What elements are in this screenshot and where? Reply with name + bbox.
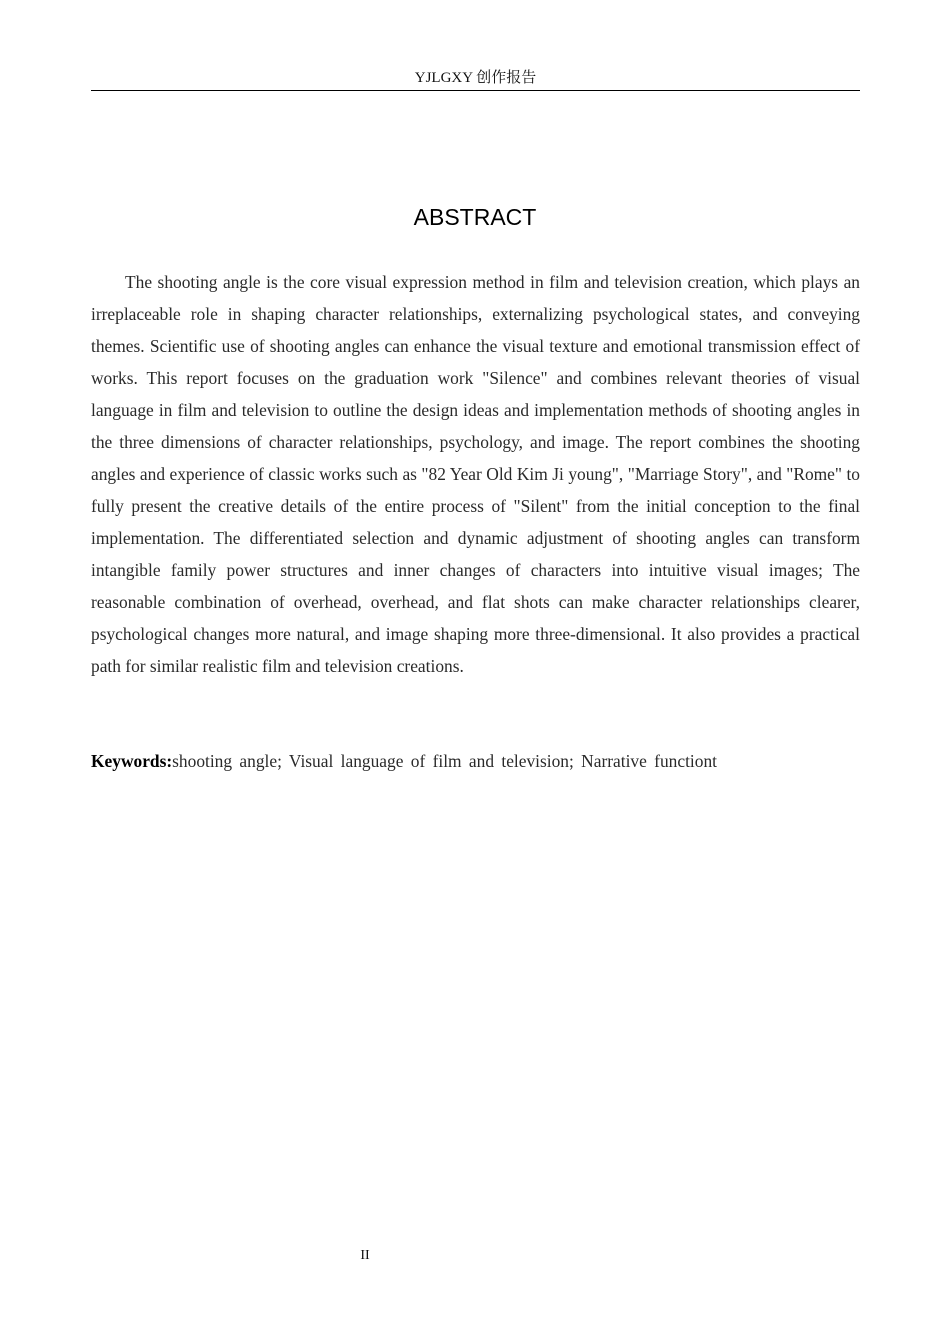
abstract-body: The shooting angle is the core visual expression method in film and television creation, which plays an irreplaceable role in shaping character relationships, externalizing psychological states, and conveying themes. Scientific use of shooting angles can enhance the visual texture and emotional transmission effect of works. This report focuses on the graduation work "Silence" and combines relevant theories of visual language in film and television to outline the design ideas and implementation methods of shooting angles in the three dimensions of character relationships, psychology, and image. The report combines the shooting angles and experience of classic works such as "82 Year Old Kim Ji young", "Marriage Story", and "Rome" to fully present the creative details of the entire process of "Silent" from the initial conception to the final implementation. The differentiated selection and dynamic adjustment of shooting angles can transform intangible family power structures and inner changes of characters into intuitive visual images; The reasonable combination of overhead, overhead, and flat shots can make character relationships clearer, psychological changes more natural, and image shaping more three-dimensional. It also provides a practical path for similar realistic film and television creations. bbox=[91, 272, 860, 676]
header-title: YJLGXY 创作报告 bbox=[414, 70, 537, 86]
keywords-text: shooting angle; Visual language of film and television; Narrative functiont bbox=[172, 751, 717, 771]
page-header bbox=[91, 68, 860, 91]
abstract-heading: ABSTRACT bbox=[413, 204, 537, 230]
page-number: II bbox=[360, 1248, 370, 1263]
keywords-line bbox=[91, 745, 860, 777]
keywords-label: Keywords: bbox=[91, 751, 173, 771]
